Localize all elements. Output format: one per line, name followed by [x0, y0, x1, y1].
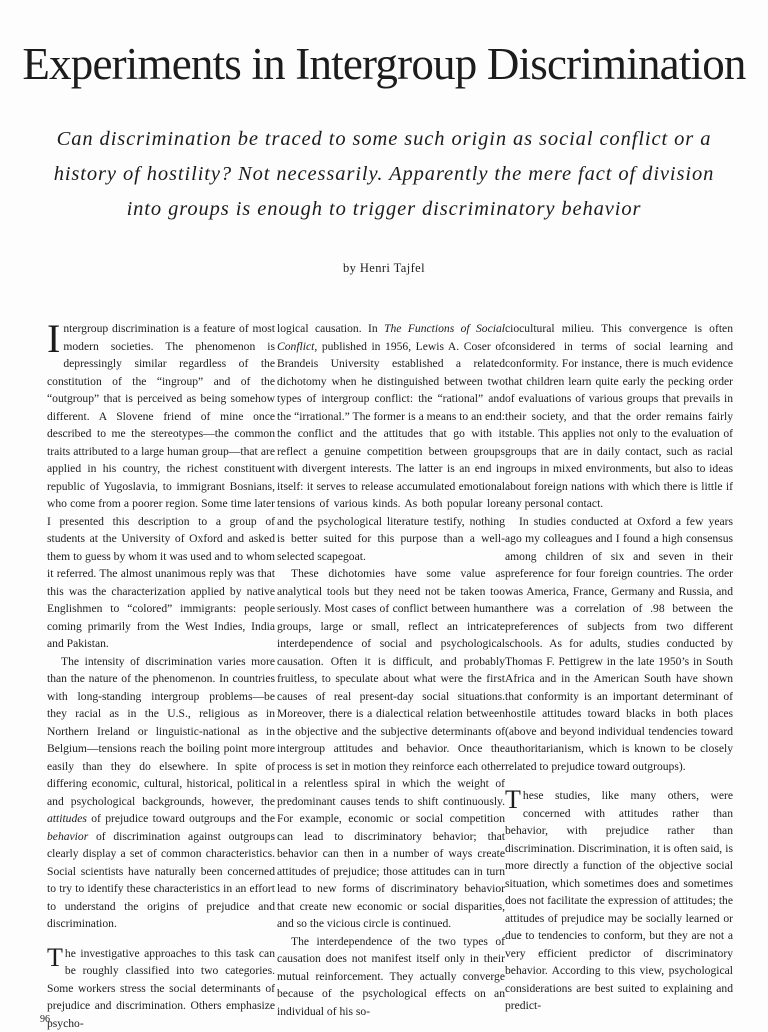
paragraph-text: of discrimination against outgroups clearly display a set of common characteristics. Social scientists have naturally been concerned to try to identify these characteristics in an effort to understand the origins of prejudice and discrimination. [47, 830, 275, 931]
paragraph-text: ntergroup discrimination is a feature of most modern societies. The phenomenon is depressingly similar regardless of the constitution of the “ingroup” and of the “outgroup” that is perceived as being somehow different. A Slovene friend of mine once described to me the stereotypes—the common traits attributed to a large human group—that are applied in his country, the richest constituent republic of Yugoslavia, to immigrant Bosnians, who come from a poorer region. Some time later I presented this description to a group of students at the University of Oxford and asked them to guess by whom it was used and to whom it referred. The almost unanimous reply was that this was the characterization applied by native Englishmen to “colored” immigrants: people coming primarily from the West Indies, India and Pakistan. [47, 322, 275, 650]
book-title: The Functions of Social Conflict, [277, 322, 505, 353]
section-initial: T [505, 789, 523, 811]
paragraph-text: of prejudice toward outgroups and the [87, 812, 275, 825]
paragraph-text: hese studies, like many others, were concerned with attitudes rather than behavior, with prejudice rather than discrimination. Discrimination, it is often said, is more directly a function of the objective social situation, which sometimes does and sometimes does not facilitate the expression of attitudes; the attitudes of prejudice may be socially learned or due to tendencies to conform, but they are not a very efficient predictor of discriminatory behavior. According to this view, psychological considerations are best suited to explaining and predict- [505, 789, 733, 1012]
paragraph [47, 653, 275, 933]
paragraph: In studies conducted at Oxford a few years ago my colleagues and I found a high consensus among children of six and seven in their preference for four foreign countries. The order was America, France, Germany and Russia, and there was a correlation of .98 between the preferences of subjects from two different schools. As for adults, studies conducted by Thomas F. Pettigrew in the late 1950’s in South Africa and in the American South have shown that conformity is an important determinant of hostile attitudes toward blacks in both places (above and beyond individual tendencies toward authoritarianism, which is known to be closely related to prejudice toward outgroups). [505, 513, 733, 776]
emphasis-text: attitudes [47, 812, 87, 825]
article-title: Experiments in Intergroup Discrimination [0, 40, 768, 90]
paragraph-text: published in 1956, Lewis A. Coser of Brandeis University established a related dichotomy when he distinguished between two types of intergroup conflict: the “rational” and the “irrational.” The former is a means to an end: the conflict and the attitudes that go with it reflect a genuine competition between groups with divergent interests. The latter is an end in itself: it serves to release accumulated emotional tensions of various kinds. As both popular lore and the psychological literature testify, nothing is better suited for this purpose than a well-selected scapegoat. [277, 340, 505, 563]
article-deck: Can discrimination be traced to some such origin as social conflict or a history of hostility? Not necessarily. Apparently the mere fact of division into groups is enough to trigger discriminatory behavior [40, 122, 728, 227]
text-column-3 [505, 320, 733, 1010]
section-initial: T [47, 947, 65, 969]
text-column-2 [277, 320, 505, 1010]
paragraph-text: logical causation. In [277, 322, 384, 335]
paragraph-text: he investigative approaches to this task can be roughly classified into two categories. Some workers stress the social determinants of prejudice and discrimination. Others emphasize psycho- [47, 947, 275, 1030]
paragraph-text: The intensity of discrimination varies more than the nature of the phenomenon. In countries with long-standing intergroup problems—be they racial as in the U.S., religious as in Northern Ireland or linguistic-national as in Belgium—tensions reach the boiling point more easily than they do elsewhere. In spite of differing economic, cultural, historical, political and psychological backgrounds, however, the [47, 655, 275, 808]
drop-cap: I [47, 322, 63, 356]
paragraph: The interdependence of the two types of causation does not manifest itself only in their mutual reinforcement. They actually converge because of the psychological effects on an individual of his so- [277, 933, 505, 1021]
paragraph [277, 320, 505, 565]
paragraph [505, 787, 733, 1015]
paragraph [47, 945, 275, 1032]
article-byline: by Henri Tajfel [0, 261, 768, 276]
text-column-1 [47, 320, 275, 1010]
page-number: 96 [40, 1014, 50, 1025]
paragraph [47, 320, 275, 653]
emphasis-text: behavior [47, 830, 88, 843]
paragraph: These dichotomies have some value as analytical tools but they need not be taken too seriously. Most cases of conflict between human groups, large or small, reflect an intricate interdependence of social and psychological causation. Often it is difficult, and probably fruitless, to speculate about what were the first causes of real present-day social situations. Moreover, there is a dialectical relation between the objective and the subjective determinants of intergroup attitudes and behavior. Once the process is set in motion they reinforce each other in a relentless spiral in which the weight of predominant causes tends to shift continuously. For example, economic or social competition can lead to discriminatory behavior; that behavior can then in a number of ways create attitudes of prejudice; those attitudes can in turn lead to new forms of discriminatory behavior that create new economic or social disparities, and so the vicious circle is continued. [277, 565, 505, 933]
paragraph: ciocultural milieu. This convergence is often considered in terms of social learning and conformity. For instance, there is much evidence that children learn quite early the pecking order of evaluations of various groups that prevails in their society, and that the order remains fairly stable. This applies not only to the evaluation of groups that are in daily contact, such as racial groups in mixed environments, but also to ideas about foreign nations with which there is little if any personal contact. [505, 320, 733, 513]
